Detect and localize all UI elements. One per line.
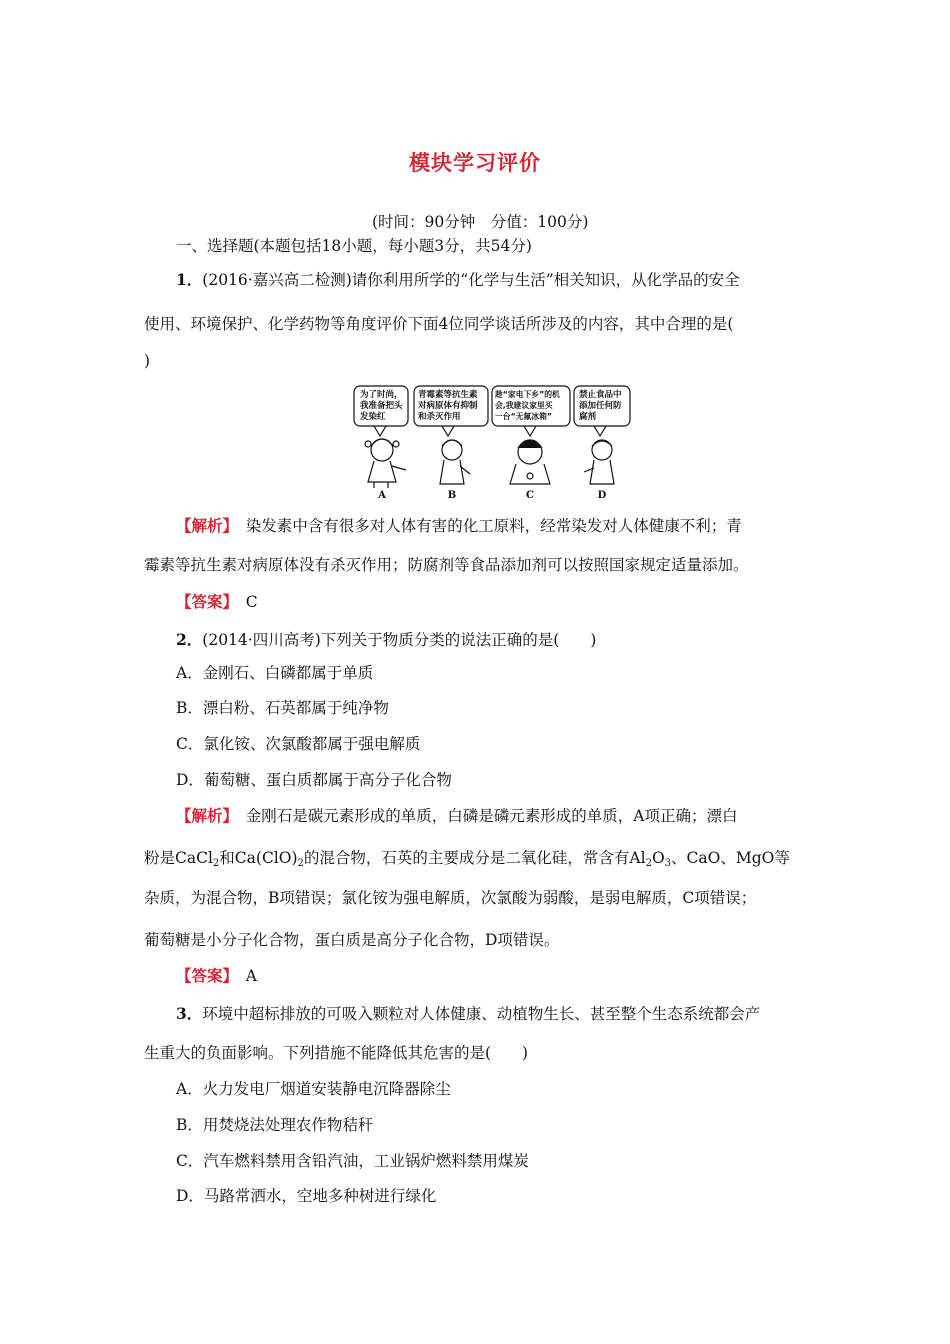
figure-label-c: C — [526, 490, 534, 501]
q3-line2: 生重大的负面影响。下列措施不能降低其危害的是( ) — [144, 1044, 529, 1062]
q3-option-d: D．马路常洒水，空地多种树进行绿化 — [176, 1187, 437, 1205]
figure-label-d: D — [597, 490, 607, 501]
q2-option-a: A．金刚石、白磷都属于单质 — [176, 664, 374, 682]
q1-line2: 使用、环境保护、化学药物等角度评价下面4位同学谈话所涉及的内容，其中合理的是( — [144, 315, 734, 333]
q3-option-c: C．汽车燃料禁用含铅汽油，工业锅炉燃料禁用煤炭 — [176, 1152, 529, 1170]
q1-analysis-line2: 霉素等抗生素对病原体没有杀灭作用；防腐剂等食品添加剂可以按照国家规定适量添加。 — [144, 556, 749, 574]
q1-answer: 【答案】 C — [176, 592, 258, 611]
q1-line1: 1．(2016·嘉兴高二检测)请你利用所学的“化学与生活”相关知识，从化学品的安全 — [176, 270, 740, 289]
analysis-tag: 【解析】 — [176, 516, 231, 535]
q2-analysis-line4: 葡萄糖是小分子化合物，蛋白质是高分子化合物，D项错误。 — [144, 931, 560, 949]
q2-answer: 【答案】 A — [176, 966, 257, 985]
person-c-icon — [510, 440, 550, 484]
q1-line3: ) — [144, 352, 151, 370]
bubble-c-line2: 会,我建议家里买 — [495, 401, 553, 410]
bubble-b-line1: 青霉素等抗生素 — [418, 390, 478, 400]
bubble-d-line2: 添加任何防 — [579, 401, 622, 411]
analysis-tag: 【解析】 — [176, 806, 231, 825]
bubble-c-line3: 一台“无氟冰箱” — [495, 412, 553, 421]
person-b-icon — [440, 440, 470, 484]
bubble-c-line1: 趁“家电下乡”的机 — [495, 390, 560, 399]
bubble-a-line2: 我准备把头 — [360, 401, 403, 411]
q3-line1: 3．环境中超标排放的可吸入颗粒对人体健康、动植物生长、甚至整个生态系统都会产 — [176, 1004, 761, 1023]
q3-number: 3． — [176, 1004, 203, 1023]
person-a-icon — [365, 439, 406, 488]
figure-label-a: A — [378, 490, 386, 501]
person-d-icon — [584, 440, 614, 484]
q2-analysis-line1: 【解析】 金刚石是碳元素形成的单质，白磷是磷元素形成的单质，A项正确；漂白 — [176, 806, 738, 825]
q2-analysis-line2: 粉是CaCl$_2$和$Ca(ClO)_2$的混合物，石英的主要成分是二氧化硅，常含有$Al_2O_3$、CaO、MgO等 — [144, 849, 790, 869]
answer-tag: 【答案】 — [176, 966, 231, 985]
bubble-d-line3: 腐剂 — [579, 412, 597, 422]
section-heading: 一、选择题(本题包括18小题，每小题3分，共54分) — [176, 237, 532, 255]
q2-option-d: D．葡萄糖、蛋白质都属于高分子化合物 — [176, 771, 452, 789]
bubble-d-line1: 禁止食品中 — [579, 390, 622, 400]
q1-number: 1． — [176, 270, 203, 289]
bubble-a-line3: 发染红 — [360, 412, 386, 422]
q2-option-c: C．氯化铵、次氯酸都属于强电解质 — [176, 735, 421, 753]
q2-stem: 2．(2014·四川高考)下列关于物质分类的说法正确的是( ) — [176, 630, 597, 649]
q1-analysis-line1: 【解析】 染发素中含有很多对人体有害的化工原料，经常染发对人体健康不利；青 — [176, 516, 742, 535]
bubble-b-line3: 和杀灭作用 — [418, 412, 461, 422]
answer-tag: 【答案】 — [176, 592, 231, 611]
exam-meta: (时间：90分钟 分值：100分) — [372, 213, 589, 231]
q2-option-b: B．漂白粉、石英都属于纯净物 — [176, 699, 389, 717]
page-title: 模块学习评价 — [409, 151, 541, 175]
q2-analysis-line3: 杂质，为混合物，B项错误；氯化铵为强电解质，次氯酸为弱酸，是弱电解质，C项错误； — [144, 889, 757, 907]
bubble-a-line1: 为了时尚， — [360, 390, 403, 400]
bubble-b-line2: 对病原体有抑制 — [418, 401, 478, 411]
q3-option-b: B．用焚烧法处理农作物秸秆 — [176, 1116, 374, 1134]
figure-label-b: B — [447, 490, 457, 501]
q2-number: 2． — [176, 630, 203, 649]
q1-figure — [352, 384, 632, 502]
q3-option-a: A．火力发电厂烟道安装静电沉降器除尘 — [176, 1080, 451, 1098]
